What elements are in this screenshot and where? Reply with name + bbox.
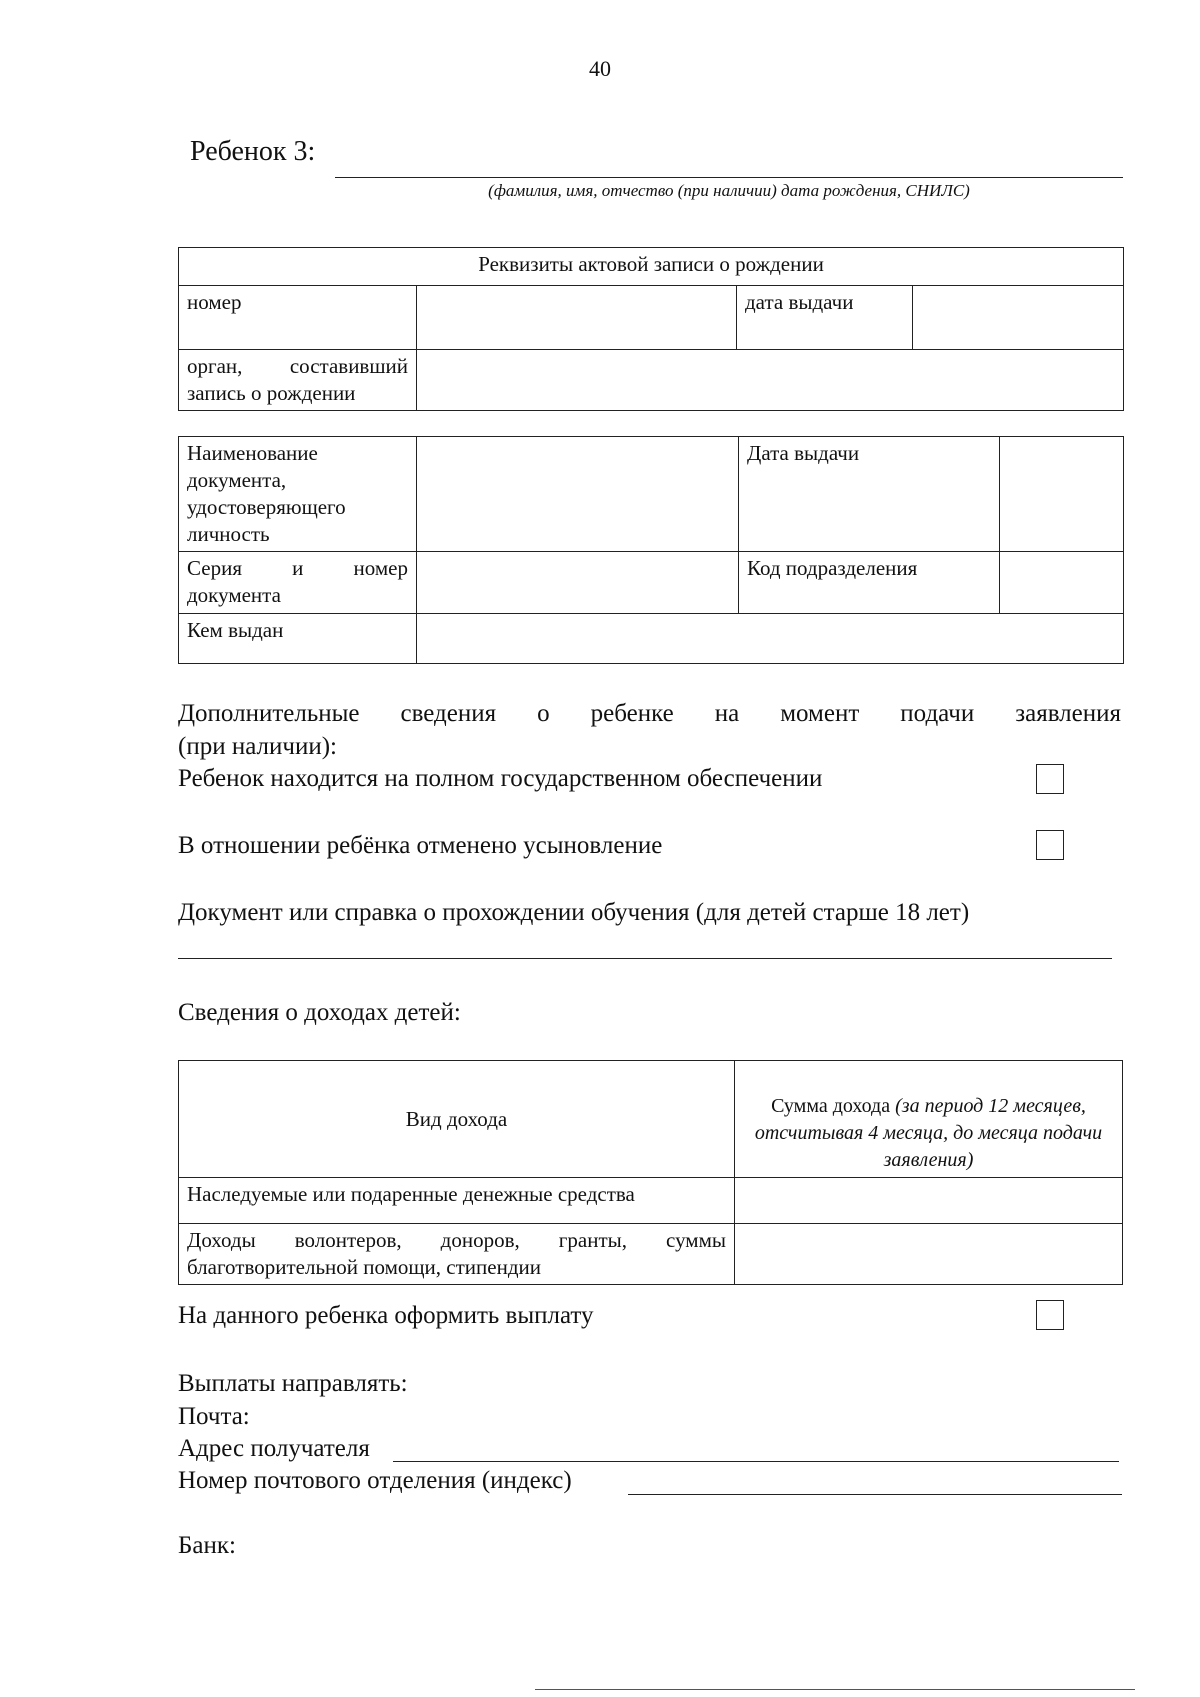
bottom-divider xyxy=(535,1689,1135,1690)
identity-doc-series-field[interactable] xyxy=(417,552,739,614)
birth-record-issue-date-label: дата выдачи xyxy=(737,286,913,350)
income-row-inherited-label: Наследуемые или подаренные денежные средства xyxy=(179,1178,735,1224)
identity-doc-name-label xyxy=(179,437,417,552)
birth-record-authority-line2: запись о рождении xyxy=(187,381,356,405)
birth-record-number-label: номер xyxy=(179,286,417,350)
adoption-cancelled-checkbox[interactable] xyxy=(1036,830,1064,860)
birth-record-title: Реквизиты актовой записи о рождении xyxy=(179,248,1124,286)
identity-doc-issue-date-field[interactable] xyxy=(1000,437,1124,552)
identity-doc-division-code-field[interactable] xyxy=(1000,552,1124,614)
identity-document-table xyxy=(178,436,1124,664)
identity-doc-name-field[interactable] xyxy=(417,437,739,552)
identity-doc-series-label xyxy=(179,552,417,614)
income-row-inherited-field[interactable] xyxy=(735,1178,1123,1224)
bank-label: Банк: xyxy=(178,1532,236,1559)
child-name-hint: (фамилия, имя, отчество (при наличии) дата рождения, СНИЛС) xyxy=(488,181,970,200)
child-name-input-line[interactable] xyxy=(335,177,1123,178)
identity-doc-issued-by-label: Кем выдан xyxy=(179,614,417,664)
income-row-volunteers-line2: благотворительной помощи, стипендии xyxy=(187,1255,541,1279)
birth-record-authority-field[interactable] xyxy=(417,350,1124,411)
apply-payment-checkbox[interactable] xyxy=(1036,1300,1064,1330)
payment-mail-label: Почта: xyxy=(178,1403,250,1430)
income-row-volunteers-label xyxy=(179,1224,735,1285)
recipient-address-input-line[interactable] xyxy=(393,1461,1119,1462)
state-support-checkbox[interactable] xyxy=(1036,764,1064,794)
income-row-volunteers-line1: Доходы волонтеров, доноров, гранты, суммы xyxy=(187,1228,726,1252)
identity-doc-series-line1: Серия и номер xyxy=(187,556,408,580)
identity-doc-name-line1: Наименование xyxy=(187,441,318,465)
birth-record-issue-date-field[interactable] xyxy=(913,286,1124,350)
apply-payment-label: На данного ребенка оформить выплату xyxy=(178,1302,594,1329)
education-doc-label: Документ или справка о прохождении обучения (для детей старше 18 лет) xyxy=(178,899,970,926)
state-support-label: Ребенок находится на полном государственном обеспечении xyxy=(178,765,823,792)
postal-index-label: Номер почтового отделения (индекс) xyxy=(178,1467,572,1494)
payment-send-label: Выплаты направлять: xyxy=(178,1370,408,1397)
additional-heading-line2: (при наличии): xyxy=(178,733,337,760)
identity-doc-name-line4: личность xyxy=(187,522,270,546)
income-row-volunteers-field[interactable] xyxy=(735,1224,1123,1285)
adoption-cancelled-label: В отношении ребёнка отменено усыновление xyxy=(178,832,663,859)
education-doc-input-line[interactable] xyxy=(178,958,1112,959)
birth-record-number-field[interactable] xyxy=(417,286,737,350)
birth-record-authority-label xyxy=(179,350,417,411)
identity-doc-issued-by-field[interactable] xyxy=(417,614,1124,664)
page-number: 40 xyxy=(589,56,611,81)
recipient-address-label: Адрес получателя xyxy=(178,1435,370,1462)
income-col-type-header: Вид дохода xyxy=(179,1061,735,1178)
child-label: Ребенок 3: xyxy=(190,136,316,167)
income-sum-note: (за период 12 месяцев, отсчитывая 4 месяца, до месяца подачи заявления) xyxy=(754,1095,1103,1171)
identity-doc-division-code-label: Код подразделения xyxy=(739,552,1000,614)
identity-doc-name-line2: документа, xyxy=(187,468,287,492)
income-col-sum-header xyxy=(735,1061,1123,1178)
identity-doc-name-line3: удостоверяющего xyxy=(187,495,346,519)
additional-heading-line1: Дополнительные сведения о ребенке на момент подачи заявления xyxy=(178,700,1121,727)
income-heading: Сведения о доходах детей: xyxy=(178,999,461,1026)
income-sum-main: Сумма дохода xyxy=(771,1095,896,1117)
identity-doc-issue-date-label: Дата выдачи xyxy=(739,437,1000,552)
birth-record-authority-line1: орган, составивший xyxy=(187,354,408,378)
identity-doc-series-line2: документа xyxy=(187,583,281,607)
income-table xyxy=(178,1060,1123,1285)
birth-record-table xyxy=(178,247,1124,411)
postal-index-input-line[interactable] xyxy=(628,1494,1122,1495)
